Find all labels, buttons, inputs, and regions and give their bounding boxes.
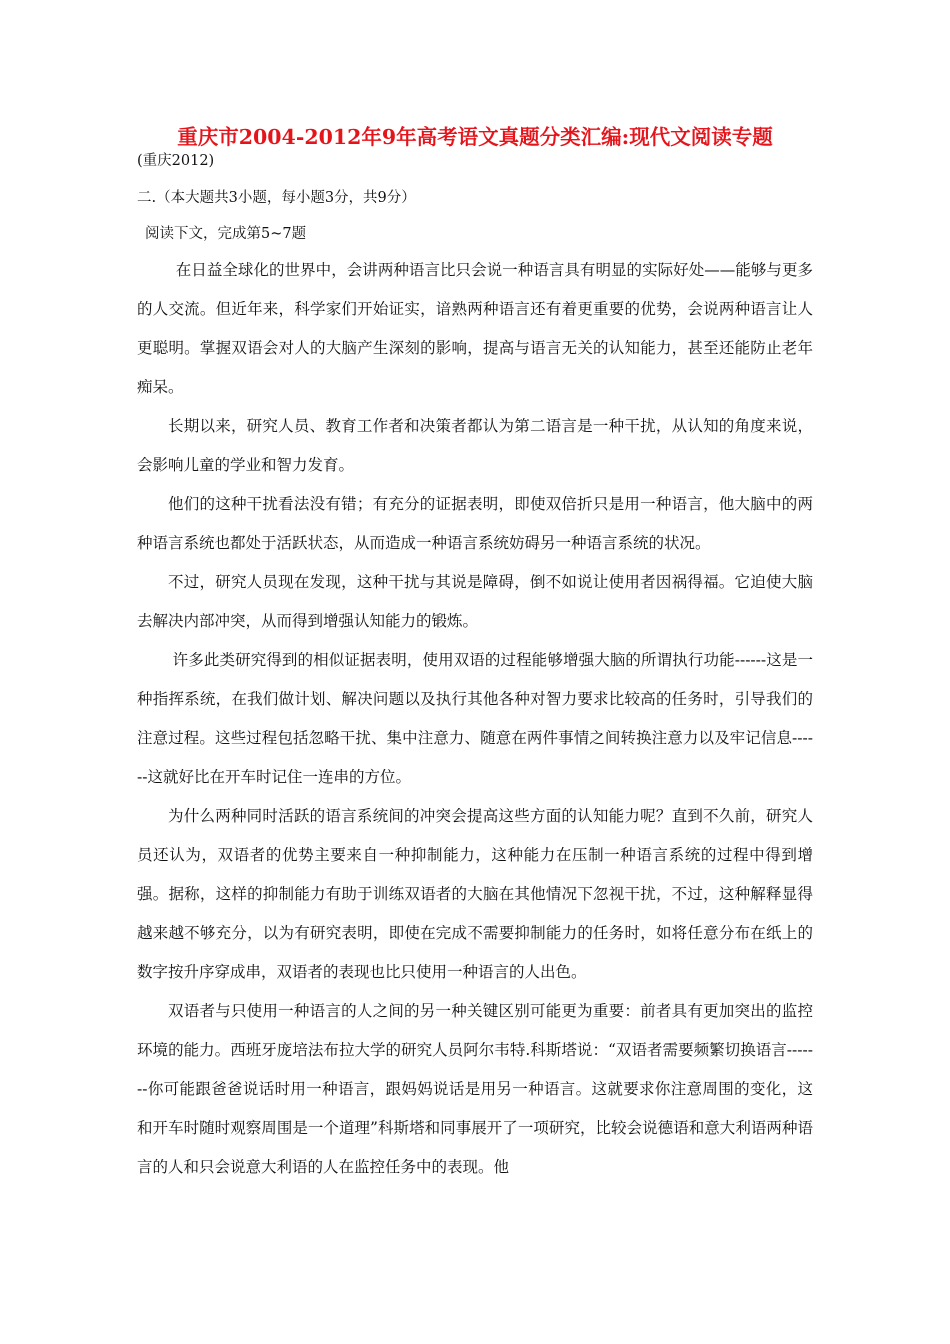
paragraph-5: 许多此类研究得到的相似证据表明，使用双语的过程能够增强大脑的所谓执行功能------这是一种指挥系统，在我们做计划、解决问题以及执行其他各种对智力要求比较高的任务时，引导我们的注意过程。这些过程包括忽略干扰、集中注意力、随意在两件事情之间转换注意力以及牢记信息------这就好比在开车时记住一连串的方位。	[137, 651, 813, 786]
article-body	[137, 251, 813, 1187]
paragraph-3: 他们的这种干扰看法没有错；有充分的证据表明，即使双倍折只是用一种语言，他大脑中的两种语言系统也都处于活跃状态，从而造成一种语言系统妨碍另一种语言系统的状况。	[137, 495, 813, 552]
paragraph-2: 长期以来，研究人员、教育工作者和决策者都认为第二语言是一种干扰，从认知的角度来说，会影响儿童的学业和智力发育。	[137, 417, 813, 474]
paragraph-7: 双语者与只使用一种语言的人之间的另一种关键区别可能更为重要：前者具有更加突出的监控环境的能力。西班牙庞培法布拉大学的研究人员阿尔韦特.科斯塔说：“双语者需要频繁切换语言-------你可能跟爸爸说话时用一种语言，跟妈妈说话是用另一种语言。这就要求你注意周围的变化，这和开车时随时观察周围是一个道理”科斯塔和同事展开了一项研究，比较会说德语和意大利语两种语言的人和只会说意大利语的人在监控任务中的表现。他	[137, 1002, 813, 1176]
paragraph-6: 为什么两种同时活跃的语言系统间的冲突会提高这些方面的认知能力呢？直到不久前，研究人员还认为，双语者的优势主要来自一种抑制能力，这种能力在压制一种语言系统的过程中得到增强。据称，这样的抑制能力有助于训练双语者的大脑在其他情况下忽视干扰，不过，这种解释显得越来越不够充分，以为有研究表明，即使在完成不需要抑制能力的任务时，如将任意分布在纸上的数字按升序穿成串，双语者的表现也比只使用一种语言的人出色。	[137, 807, 813, 981]
document-title: 重庆市2004-2012年9年高考语文真题分类汇编:现代文阅读专题	[177, 125, 773, 149]
reading-instruction: 阅读下文，完成第5~7题	[145, 226, 307, 242]
paragraph-4: 不过，研究人员现在发现，这种干扰与其说是障碍，倒不如说让使用者因祸得福。它迫使大脑去解决内部冲突，从而得到增强认知能力的锻炼。	[137, 573, 813, 630]
paragraph-1: 在日益全球化的世界中，会讲两种语言比只会说一种语言具有明显的实际好处——能够与更多的人交流。但近年来，科学家们开始证实，谙熟两种语言还有着更重要的优势，会说两种语言让人更聪明。掌握双语会对人的大脑产生深刻的影响，提高与语言无关的认知能力，甚至还能防止老年痴呆。	[137, 261, 813, 396]
section-heading: 二.（本大题共3小题，每小题3分，共9分）	[137, 190, 416, 206]
source-label: (重庆2012)	[137, 153, 215, 169]
